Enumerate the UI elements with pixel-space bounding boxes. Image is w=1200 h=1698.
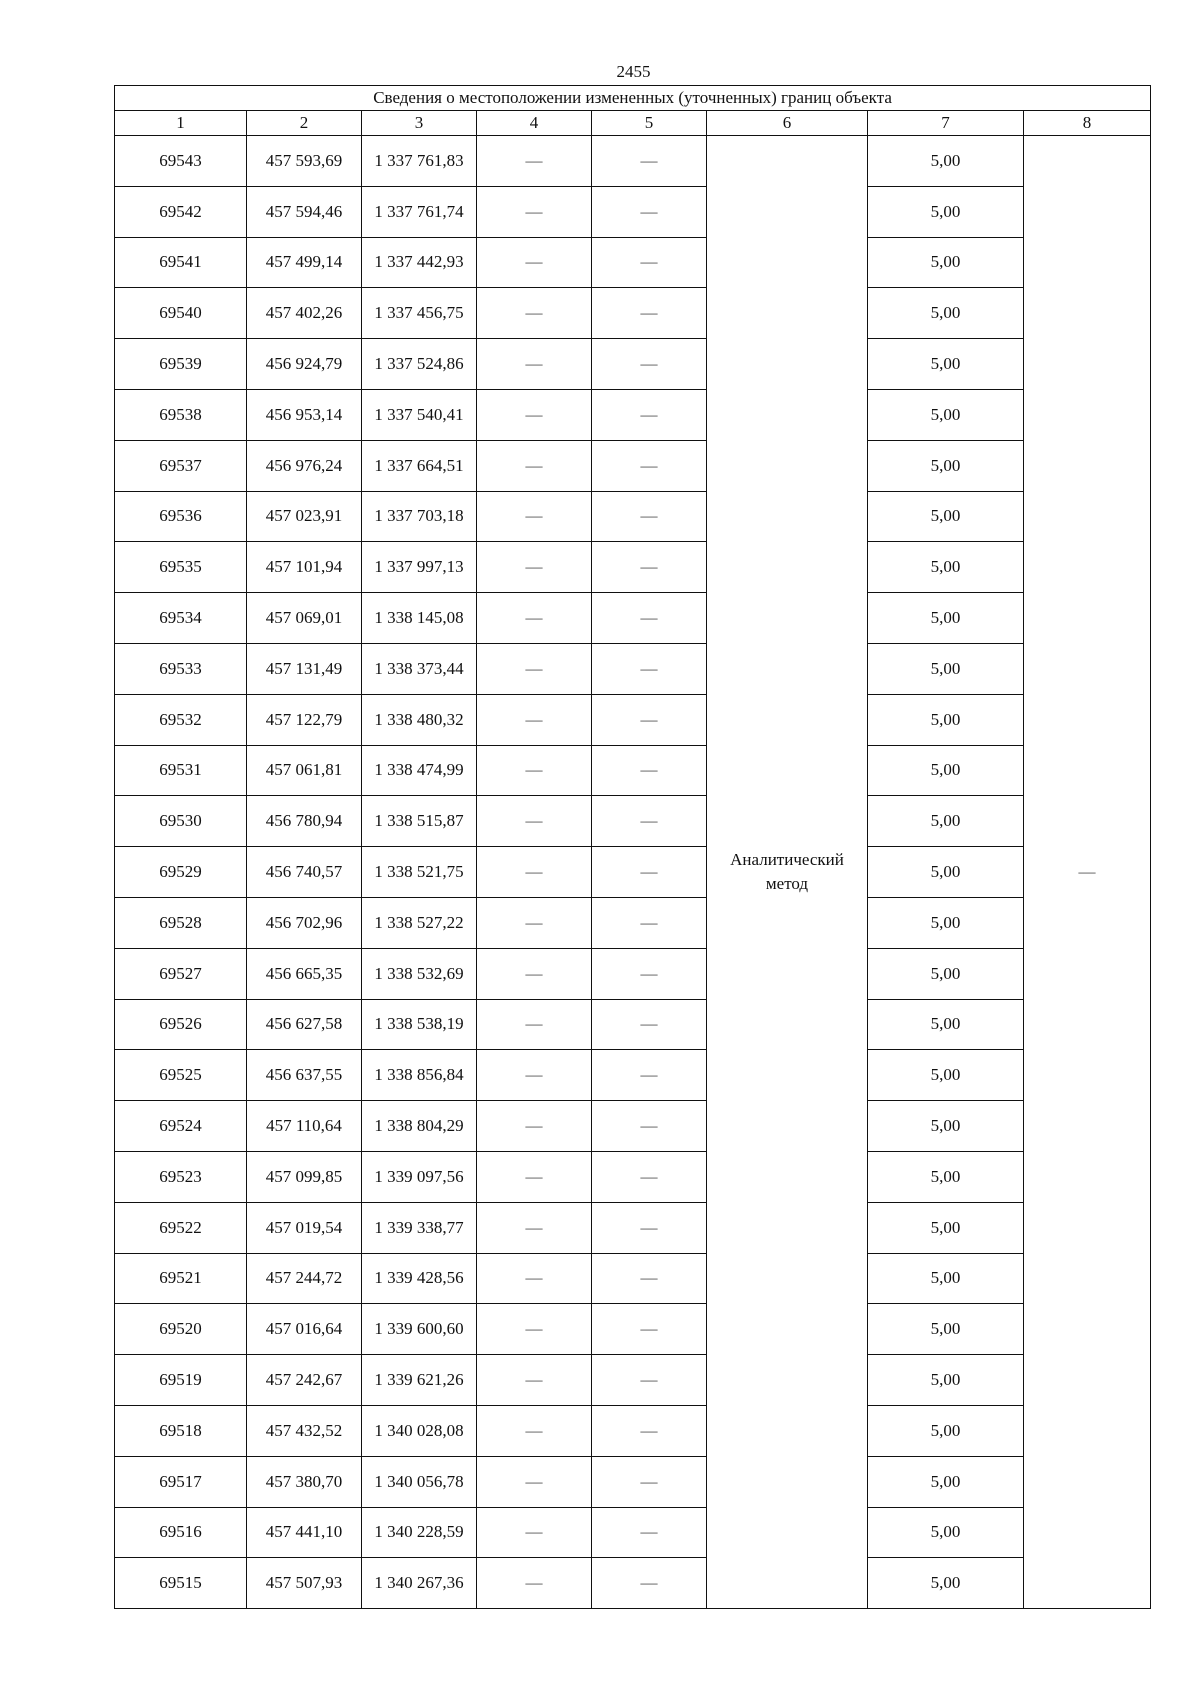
table-row xyxy=(115,1558,1151,1609)
column-7-cell: 5,00 xyxy=(868,542,1024,593)
y-coordinate-cell: 1 337 997,13 xyxy=(362,542,477,593)
x-coordinate-cell: 457 507,93 xyxy=(247,1558,362,1609)
point-number-cell: 69532 xyxy=(115,694,247,745)
y-coordinate-cell: 1 340 267,36 xyxy=(362,1558,477,1609)
x-coordinate-cell: 457 402,26 xyxy=(247,288,362,339)
column-4-cell: — xyxy=(477,948,592,999)
column-5-cell: — xyxy=(592,440,707,491)
table-row xyxy=(115,237,1151,288)
x-coordinate-cell: 457 242,67 xyxy=(247,1355,362,1406)
x-coordinate-cell: 457 593,69 xyxy=(247,136,362,187)
x-coordinate-cell: 457 016,64 xyxy=(247,1304,362,1355)
column-number-8: 8 xyxy=(1024,111,1151,136)
y-coordinate-cell: 1 340 056,78 xyxy=(362,1456,477,1507)
table-row xyxy=(115,948,1151,999)
table-title: Сведения о местоположении измененных (уточненных) границ объекта xyxy=(115,86,1151,111)
x-coordinate-cell: 457 061,81 xyxy=(247,745,362,796)
point-number-cell: 69538 xyxy=(115,389,247,440)
x-coordinate-cell: 456 740,57 xyxy=(247,847,362,898)
column-7-cell: 5,00 xyxy=(868,1202,1024,1253)
x-coordinate-cell: 457 023,91 xyxy=(247,491,362,542)
table-row xyxy=(115,1355,1151,1406)
column-number-3: 3 xyxy=(362,111,477,136)
x-coordinate-cell: 457 019,54 xyxy=(247,1202,362,1253)
column-5-cell: — xyxy=(592,1101,707,1152)
table-row xyxy=(115,1456,1151,1507)
point-number-cell: 69528 xyxy=(115,897,247,948)
column-7-cell: 5,00 xyxy=(868,440,1024,491)
x-coordinate-cell: 457 499,14 xyxy=(247,237,362,288)
column-5-cell: — xyxy=(592,1405,707,1456)
column-5-cell: — xyxy=(592,1304,707,1355)
column-7-cell: 5,00 xyxy=(868,1050,1024,1101)
table-row xyxy=(115,389,1151,440)
column-4-cell: — xyxy=(477,1558,592,1609)
table-row xyxy=(115,186,1151,237)
column-5-cell: — xyxy=(592,948,707,999)
column-7-cell: 5,00 xyxy=(868,1456,1024,1507)
column-4-cell: — xyxy=(477,288,592,339)
column-4-cell: — xyxy=(477,339,592,390)
point-number-cell: 69529 xyxy=(115,847,247,898)
column-5-cell: — xyxy=(592,847,707,898)
column-4-cell: — xyxy=(477,999,592,1050)
column-4-cell: — xyxy=(477,897,592,948)
table-row xyxy=(115,593,1151,644)
column-5-cell: — xyxy=(592,389,707,440)
column-5-cell: — xyxy=(592,999,707,1050)
y-coordinate-cell: 1 340 028,08 xyxy=(362,1405,477,1456)
x-coordinate-cell: 457 441,10 xyxy=(247,1507,362,1558)
y-coordinate-cell: 1 339 600,60 xyxy=(362,1304,477,1355)
column-4-cell: — xyxy=(477,1101,592,1152)
x-coordinate-cell: 457 380,70 xyxy=(247,1456,362,1507)
point-number-cell: 69525 xyxy=(115,1050,247,1101)
column-4-cell: — xyxy=(477,136,592,187)
column-8-cell: — xyxy=(1024,136,1151,1609)
column-4-cell: — xyxy=(477,1304,592,1355)
point-number-cell: 69534 xyxy=(115,593,247,644)
y-coordinate-cell: 1 338 804,29 xyxy=(362,1101,477,1152)
column-5-cell: — xyxy=(592,796,707,847)
table-row xyxy=(115,897,1151,948)
column-5-cell: — xyxy=(592,1507,707,1558)
y-coordinate-cell: 1 337 761,74 xyxy=(362,186,477,237)
point-number-cell: 69526 xyxy=(115,999,247,1050)
column-7-cell: 5,00 xyxy=(868,1151,1024,1202)
point-number-cell: 69541 xyxy=(115,237,247,288)
y-coordinate-cell: 1 338 856,84 xyxy=(362,1050,477,1101)
column-7-cell: 5,00 xyxy=(868,1304,1024,1355)
table-row xyxy=(115,796,1151,847)
point-number-cell: 69543 xyxy=(115,136,247,187)
table-row xyxy=(115,1304,1151,1355)
x-coordinate-cell: 456 627,58 xyxy=(247,999,362,1050)
point-number-cell: 69527 xyxy=(115,948,247,999)
column-4-cell: — xyxy=(477,1456,592,1507)
column-5-cell: — xyxy=(592,288,707,339)
column-7-cell: 5,00 xyxy=(868,1405,1024,1456)
column-7-cell: 5,00 xyxy=(868,593,1024,644)
column-4-cell: — xyxy=(477,1405,592,1456)
column-7-cell: 5,00 xyxy=(868,1355,1024,1406)
column-5-cell: — xyxy=(592,593,707,644)
point-number-cell: 69537 xyxy=(115,440,247,491)
column-7-cell: 5,00 xyxy=(868,796,1024,847)
point-number-cell: 69521 xyxy=(115,1253,247,1304)
column-5-cell: — xyxy=(592,897,707,948)
column-5-cell: — xyxy=(592,1151,707,1202)
column-4-cell: — xyxy=(477,1050,592,1101)
x-coordinate-cell: 456 924,79 xyxy=(247,339,362,390)
method-cell xyxy=(707,136,868,1609)
point-number-cell: 69533 xyxy=(115,643,247,694)
x-coordinate-cell: 456 780,94 xyxy=(247,796,362,847)
column-5-cell: — xyxy=(592,542,707,593)
y-coordinate-cell: 1 338 373,44 xyxy=(362,643,477,694)
x-coordinate-cell: 456 637,55 xyxy=(247,1050,362,1101)
column-4-cell: — xyxy=(477,745,592,796)
column-5-cell: — xyxy=(592,339,707,390)
column-5-cell: — xyxy=(592,1050,707,1101)
table-row xyxy=(115,847,1151,898)
column-7-cell: 5,00 xyxy=(868,1507,1024,1558)
table-row xyxy=(115,694,1151,745)
column-4-cell: — xyxy=(477,694,592,745)
table-row xyxy=(115,1507,1151,1558)
column-7-cell: 5,00 xyxy=(868,1101,1024,1152)
point-number-cell: 69515 xyxy=(115,1558,247,1609)
y-coordinate-cell: 1 338 145,08 xyxy=(362,593,477,644)
x-coordinate-cell: 457 069,01 xyxy=(247,593,362,644)
column-7-cell: 5,00 xyxy=(868,643,1024,694)
column-5-cell: — xyxy=(592,186,707,237)
point-number-cell: 69531 xyxy=(115,745,247,796)
column-number-5: 5 xyxy=(592,111,707,136)
y-coordinate-cell: 1 337 664,51 xyxy=(362,440,477,491)
column-5-cell: — xyxy=(592,1558,707,1609)
x-coordinate-cell: 457 122,79 xyxy=(247,694,362,745)
point-number-cell: 69542 xyxy=(115,186,247,237)
table-row xyxy=(115,136,1151,187)
point-number-cell: 69516 xyxy=(115,1507,247,1558)
column-5-cell: — xyxy=(592,643,707,694)
column-7-cell: 5,00 xyxy=(868,186,1024,237)
column-4-cell: — xyxy=(477,1253,592,1304)
y-coordinate-cell: 1 339 428,56 xyxy=(362,1253,477,1304)
y-coordinate-cell: 1 337 442,93 xyxy=(362,237,477,288)
column-4-cell: — xyxy=(477,1202,592,1253)
y-coordinate-cell: 1 339 621,26 xyxy=(362,1355,477,1406)
column-5-cell: — xyxy=(592,1202,707,1253)
column-4-cell: — xyxy=(477,389,592,440)
point-number-cell: 69536 xyxy=(115,491,247,542)
method-text: Аналитический метод xyxy=(730,850,844,894)
x-coordinate-cell: 456 953,14 xyxy=(247,389,362,440)
x-coordinate-cell: 456 702,96 xyxy=(247,897,362,948)
column-7-cell: 5,00 xyxy=(868,948,1024,999)
point-number-cell: 69520 xyxy=(115,1304,247,1355)
y-coordinate-cell: 1 338 480,32 xyxy=(362,694,477,745)
column-7-cell: 5,00 xyxy=(868,694,1024,745)
y-coordinate-cell: 1 338 527,22 xyxy=(362,897,477,948)
x-coordinate-cell: 457 110,64 xyxy=(247,1101,362,1152)
column-5-cell: — xyxy=(592,237,707,288)
table-row xyxy=(115,1101,1151,1152)
point-number-cell: 69519 xyxy=(115,1355,247,1406)
column-number-6: 6 xyxy=(707,111,868,136)
column-7-cell: 5,00 xyxy=(868,847,1024,898)
column-7-cell: 5,00 xyxy=(868,1253,1024,1304)
table-row xyxy=(115,339,1151,390)
column-4-cell: — xyxy=(477,1507,592,1558)
x-coordinate-cell: 457 432,52 xyxy=(247,1405,362,1456)
y-coordinate-cell: 1 337 703,18 xyxy=(362,491,477,542)
y-coordinate-cell: 1 339 338,77 xyxy=(362,1202,477,1253)
column-4-cell: — xyxy=(477,542,592,593)
column-7-cell: 5,00 xyxy=(868,897,1024,948)
column-7-cell: 5,00 xyxy=(868,237,1024,288)
column-7-cell: 5,00 xyxy=(868,999,1024,1050)
column-7-cell: 5,00 xyxy=(868,339,1024,390)
page-number: 2455 xyxy=(616,62,651,81)
table-row xyxy=(115,1050,1151,1101)
point-number-cell: 69540 xyxy=(115,288,247,339)
point-number-cell: 69523 xyxy=(115,1151,247,1202)
y-coordinate-cell: 1 338 515,87 xyxy=(362,796,477,847)
column-5-cell: — xyxy=(592,694,707,745)
column-4-cell: — xyxy=(477,491,592,542)
column-5-cell: — xyxy=(592,745,707,796)
column-4-cell: — xyxy=(477,1355,592,1406)
column-4-cell: — xyxy=(477,847,592,898)
y-coordinate-cell: 1 338 521,75 xyxy=(362,847,477,898)
y-coordinate-cell: 1 337 540,41 xyxy=(362,389,477,440)
column-4-cell: — xyxy=(477,643,592,694)
point-number-cell: 69518 xyxy=(115,1405,247,1456)
point-number-cell: 69524 xyxy=(115,1101,247,1152)
column-5-cell: — xyxy=(592,491,707,542)
y-coordinate-cell: 1 337 524,86 xyxy=(362,339,477,390)
column-number-4: 4 xyxy=(477,111,592,136)
column-4-cell: — xyxy=(477,1151,592,1202)
table-row xyxy=(115,288,1151,339)
column-5-cell: — xyxy=(592,1456,707,1507)
column-number-1: 1 xyxy=(115,111,247,136)
column-4-cell: — xyxy=(477,237,592,288)
column-7-cell: 5,00 xyxy=(868,288,1024,339)
table-row xyxy=(115,1253,1151,1304)
table-row xyxy=(115,1151,1151,1202)
table-row xyxy=(115,999,1151,1050)
column-number-2: 2 xyxy=(247,111,362,136)
point-number-cell: 69535 xyxy=(115,542,247,593)
x-coordinate-cell: 457 244,72 xyxy=(247,1253,362,1304)
column-7-cell: 5,00 xyxy=(868,491,1024,542)
y-coordinate-cell: 1 337 456,75 xyxy=(362,288,477,339)
column-4-cell: — xyxy=(477,186,592,237)
table-row xyxy=(115,643,1151,694)
x-coordinate-cell: 456 665,35 xyxy=(247,948,362,999)
column-4-cell: — xyxy=(477,440,592,491)
column-7-cell: 5,00 xyxy=(868,745,1024,796)
x-coordinate-cell: 457 101,94 xyxy=(247,542,362,593)
column-5-cell: — xyxy=(592,136,707,187)
y-coordinate-cell: 1 338 474,99 xyxy=(362,745,477,796)
column-7-cell: 5,00 xyxy=(868,389,1024,440)
y-coordinate-cell: 1 338 538,19 xyxy=(362,999,477,1050)
x-coordinate-cell: 457 131,49 xyxy=(247,643,362,694)
point-number-cell: 69517 xyxy=(115,1456,247,1507)
x-coordinate-cell: 456 976,24 xyxy=(247,440,362,491)
table-row xyxy=(115,745,1151,796)
column-number-row xyxy=(115,111,1151,136)
column-5-cell: — xyxy=(592,1253,707,1304)
table-row xyxy=(115,1202,1151,1253)
y-coordinate-cell: 1 340 228,59 xyxy=(362,1507,477,1558)
column-4-cell: — xyxy=(477,593,592,644)
column-5-cell: — xyxy=(592,1355,707,1406)
table-row xyxy=(115,1405,1151,1456)
y-coordinate-cell: 1 337 761,83 xyxy=(362,136,477,187)
x-coordinate-cell: 457 099,85 xyxy=(247,1151,362,1202)
point-number-cell: 69522 xyxy=(115,1202,247,1253)
column-4-cell: — xyxy=(477,796,592,847)
column-number-7: 7 xyxy=(868,111,1024,136)
point-number-cell: 69530 xyxy=(115,796,247,847)
table-row xyxy=(115,440,1151,491)
column-7-cell: 5,00 xyxy=(868,1558,1024,1609)
table-body xyxy=(115,136,1151,1609)
coordinates-table xyxy=(114,85,1151,1609)
x-coordinate-cell: 457 594,46 xyxy=(247,186,362,237)
table-row xyxy=(115,542,1151,593)
column-7-cell: 5,00 xyxy=(868,136,1024,187)
point-number-cell: 69539 xyxy=(115,339,247,390)
table-row xyxy=(115,491,1151,542)
y-coordinate-cell: 1 339 097,56 xyxy=(362,1151,477,1202)
y-coordinate-cell: 1 338 532,69 xyxy=(362,948,477,999)
